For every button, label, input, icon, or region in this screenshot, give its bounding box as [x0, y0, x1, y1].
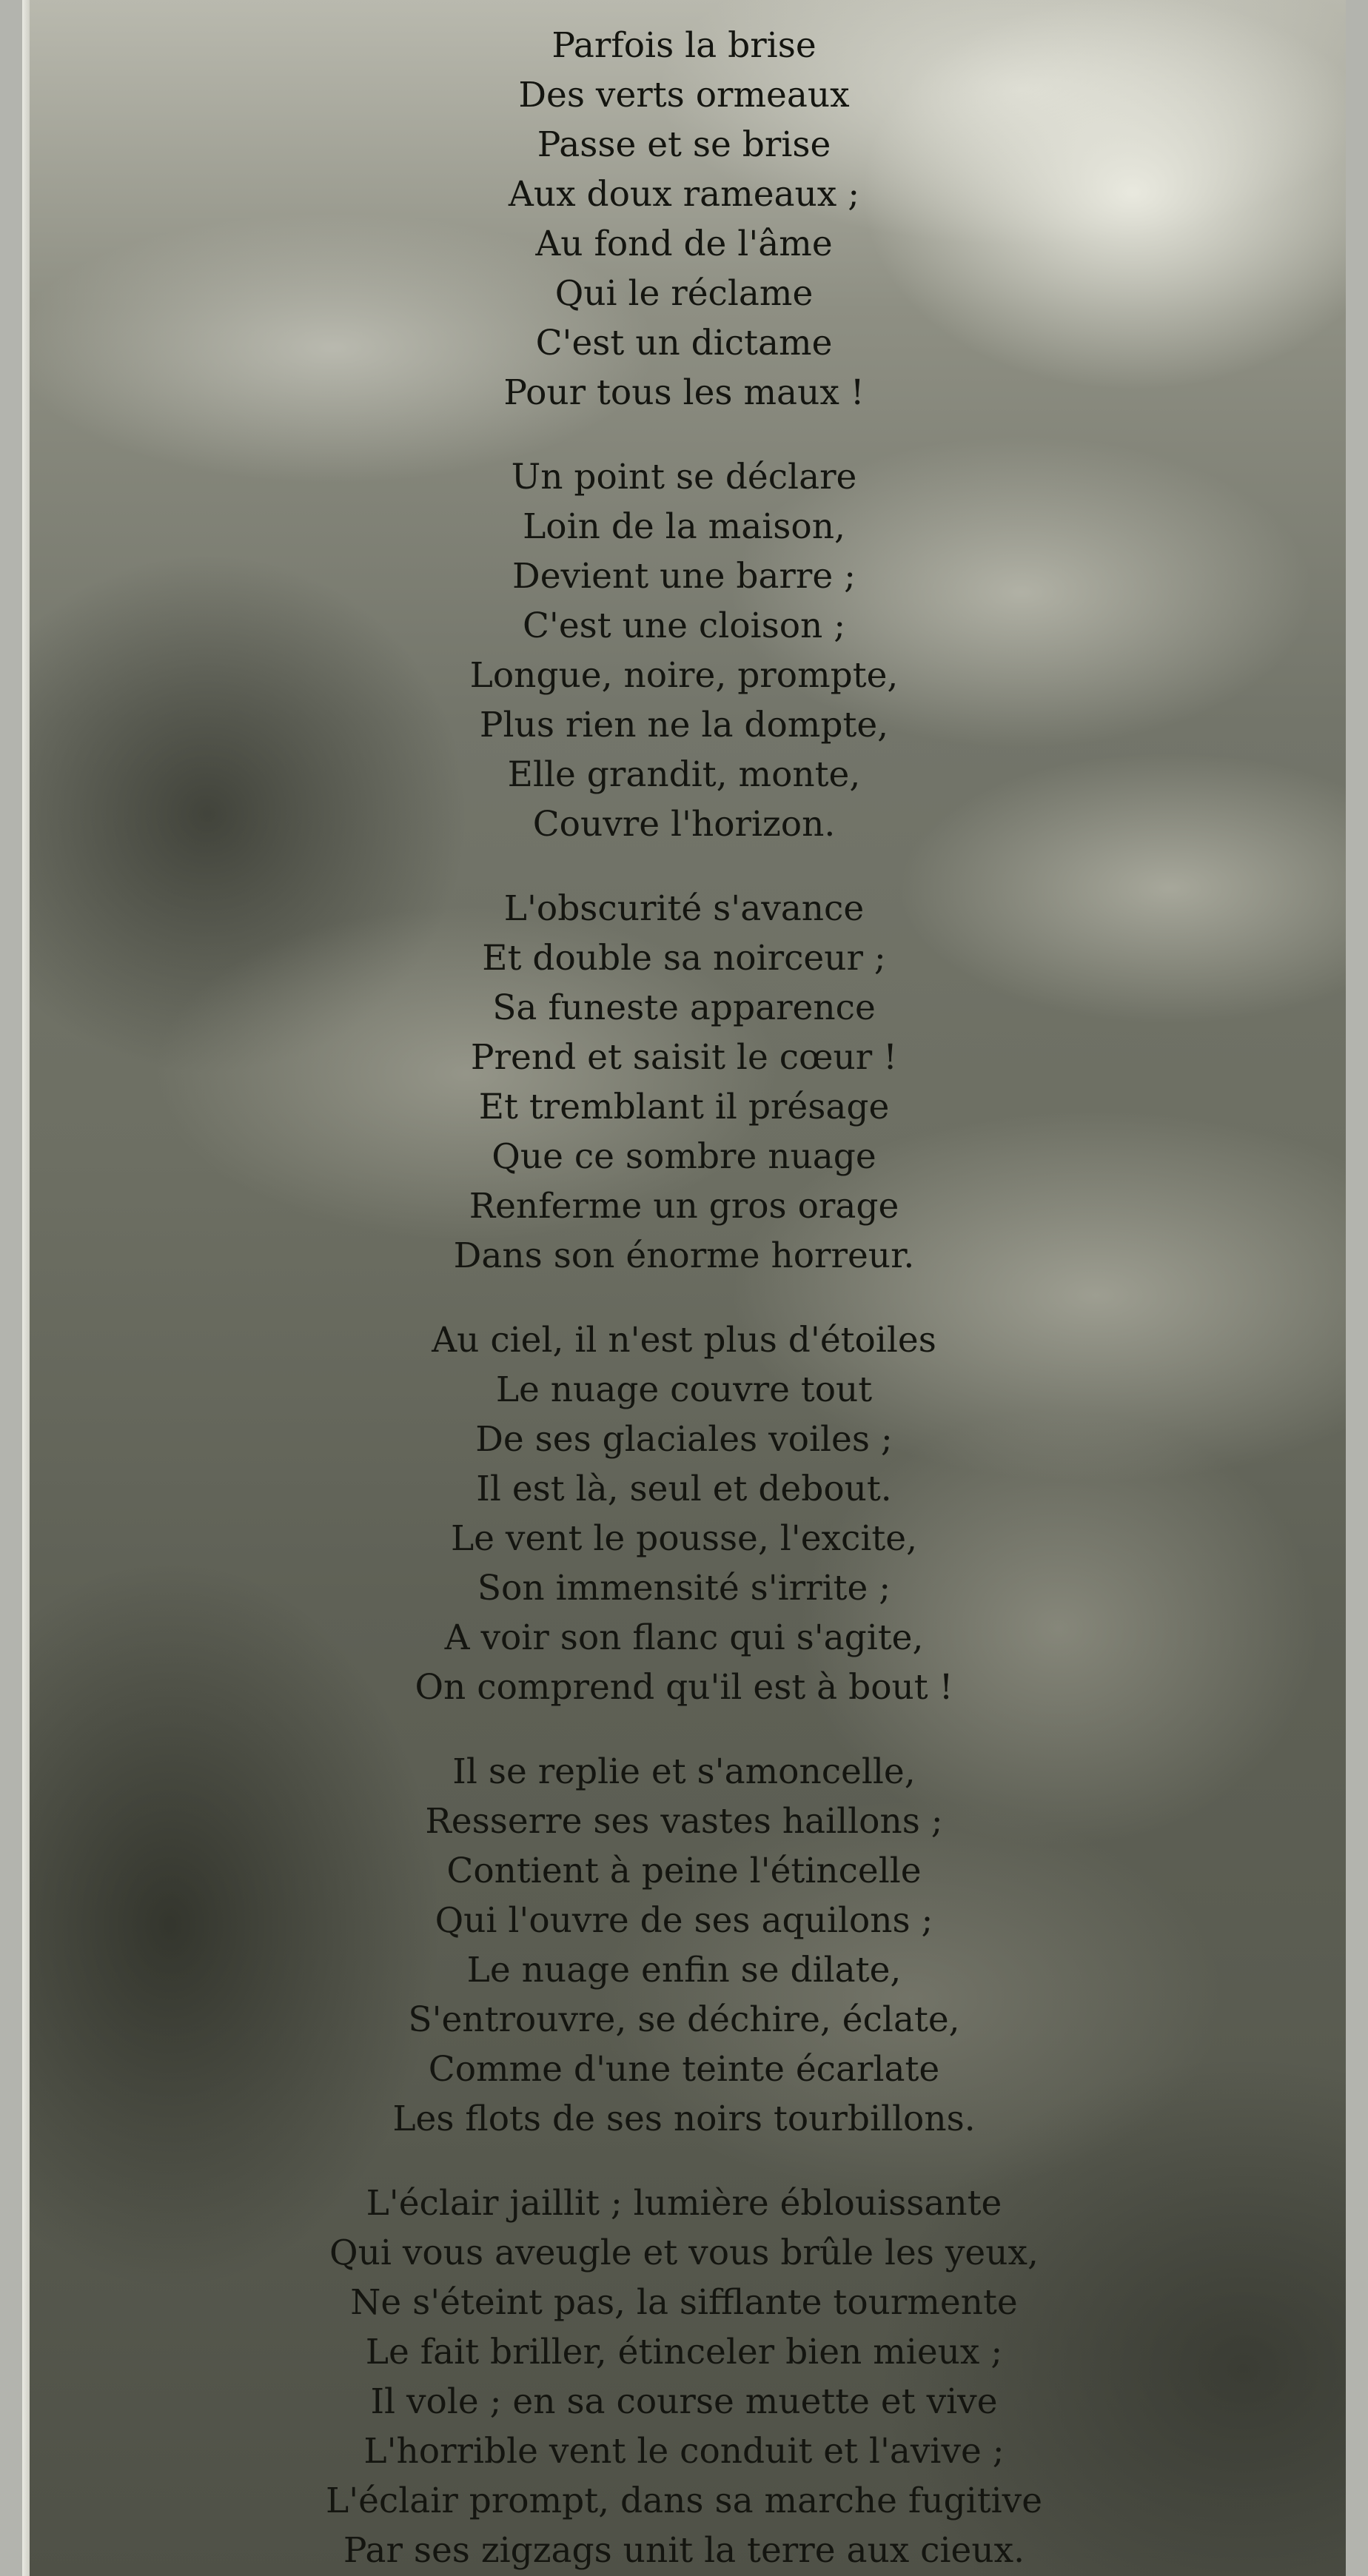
verse-line: Le vent le pousse, l'excite, — [450, 1518, 918, 1559]
verse-line: Elle grandit, monte, — [507, 754, 861, 795]
verse-line: L'éclair jaillit ; lumière éblouissante — [366, 2183, 1002, 2224]
stanza-1 — [22, 21, 1346, 417]
verse-line: Il se replie et s'amoncelle, — [452, 1751, 916, 1792]
verse-line: Loin de la maison, — [523, 506, 845, 547]
verse-line: L'éclair prompt, dans sa marche fugitive — [325, 2481, 1043, 2521]
verse-line: Des verts ormeaux — [518, 75, 850, 115]
verse-line: Il vole ; en sa course muette et vive — [370, 2381, 998, 2422]
verse-line: Par ses zigzags unit la terre aux cieux. — [343, 2530, 1025, 2571]
verse-line: L'obscurité s'avance — [503, 888, 865, 929]
verse-line: Renferme un gros orage — [469, 1186, 899, 1227]
verse-line: Au fond de l'âme — [535, 224, 833, 264]
verse-line: C'est une cloison ; — [522, 606, 846, 646]
verse-line: Sa funeste apparence — [492, 987, 876, 1028]
verse-line: Qui vous aveugle et vous brûle les yeux, — [329, 2233, 1039, 2273]
verse-line: L'horrible vent le conduit et l'avive ; — [363, 2431, 1005, 2472]
stanza-4 — [22, 1315, 1346, 1712]
verse-line: Resserre ses vastes haillons ; — [425, 1801, 943, 1842]
verse-line: On comprend qu'il est à bout ! — [415, 1667, 953, 1708]
verse-line: Couvre l'horizon. — [532, 804, 836, 845]
verse-line: Il est là, seul et debout. — [476, 1469, 892, 1509]
stanza-5 — [22, 1747, 1346, 2144]
verse-line: Devient une barre ; — [512, 556, 856, 597]
verse-line: Le nuage enfin se dilate, — [466, 1950, 902, 1990]
verse-line: Dans son énorme horreur. — [453, 1235, 915, 1276]
verse-line: Au ciel, il n'est plus d'étoiles — [432, 1320, 936, 1361]
verse-line: Comme d'une teinte écarlate — [428, 2049, 940, 2090]
verse-line: Pour tous les maux ! — [503, 372, 865, 413]
verse-line: S'entrouvre, se déchire, éclate, — [408, 1999, 960, 2040]
verse-line: Qui le réclame — [554, 273, 814, 314]
verse-line: Longue, noire, prompte, — [469, 655, 899, 696]
verse-line: Le fait briller, étinceler bien mieux ; — [365, 2332, 1003, 2372]
verse-line: Passe et se brise — [537, 124, 831, 165]
verse-line: Aux doux rameaux ; — [508, 174, 860, 215]
verse-line: C'est un dictame — [535, 323, 833, 363]
verse-line: A voir son flanc qui s'agite, — [444, 1617, 924, 1658]
stanza-3 — [22, 884, 1346, 1281]
stanza-6 — [22, 2178, 1346, 2575]
verse-line: Ne s'éteint pas, la sifflante tourmente — [350, 2282, 1018, 2323]
verse-line: Son immensité s'irrite ; — [477, 1568, 891, 1609]
verse-line: Les flots de ses noirs tourbillons. — [392, 2099, 976, 2139]
verse-line: Et tremblant il présage — [478, 1087, 890, 1127]
verse-line: Que ce sombre nuage — [492, 1136, 876, 1177]
stanza-2 — [22, 452, 1346, 849]
verse-line: Prend et saisit le cœur ! — [470, 1037, 898, 1078]
verse-line: Et double sa noirceur ; — [482, 938, 886, 979]
verse-line: Plus rien ne la dompte, — [479, 705, 889, 745]
verse-line: Parfois la brise — [551, 25, 817, 66]
verse-line: Contient à peine l'étincelle — [446, 1851, 922, 1891]
verse-line: Qui l'ouvre de ses aquilons ; — [435, 1900, 933, 1941]
verse-line: Un point se déclare — [511, 457, 857, 497]
poem-text — [22, 21, 1346, 2576]
verse-line: De ses glaciales voiles ; — [475, 1419, 893, 1460]
verse-line: Le nuage couvre tout — [495, 1369, 873, 1410]
page-sheet — [22, 0, 1346, 2576]
